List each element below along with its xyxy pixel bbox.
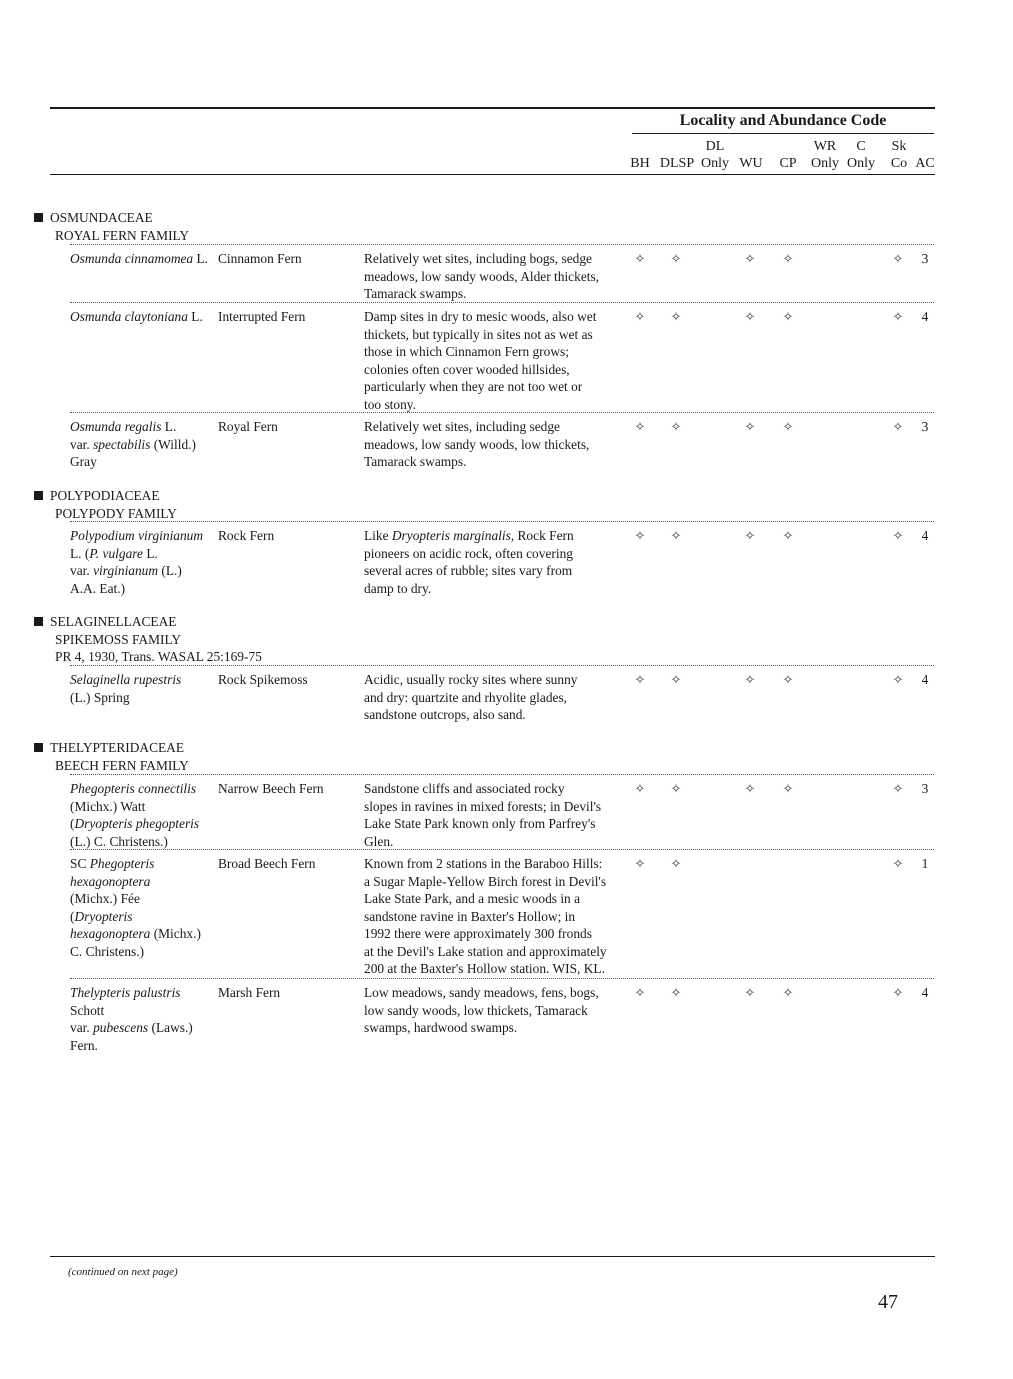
col-bh: BH xyxy=(630,156,650,171)
col-wr-top: WR xyxy=(813,139,837,154)
presence-diamond-icon: ✧ xyxy=(744,251,756,266)
family-name: THELYPTERIDACEAE xyxy=(34,739,184,757)
presence-diamond-icon: ✧ xyxy=(782,251,794,266)
common-name: Narrow Beech Fern xyxy=(218,781,324,796)
bullet-square-icon xyxy=(34,743,43,752)
title-underline xyxy=(632,133,934,134)
presence-diamond-icon: ✧ xyxy=(892,781,904,796)
presence-diamond-icon: ✧ xyxy=(670,419,682,434)
scientific-name: Polypodium virginianum L. (P. vulgare L. var. virginianum (L.) A.A. Eat.) xyxy=(70,528,204,596)
top-rule xyxy=(50,107,935,109)
family-common-name: SPIKEMOSS FAMILY xyxy=(55,631,182,647)
habitat-description: Known from 2 stations in the Baraboo Hills: a Sugar Maple-Yellow Birch forest in Devil's Lake State Park, and a mesic woods in a sandstone ravine in Baxter's Hollow; in 1992 there were approximately 300 fronds at the Devil's Lake station and approximately 200 at the Baxter's Hollow station. WIS, KL. xyxy=(364,856,607,976)
presence-diamond-icon: ✧ xyxy=(670,309,682,324)
presence-diamond-icon: ✧ xyxy=(670,781,682,796)
row-divider xyxy=(70,521,934,522)
abundance-code: 4 xyxy=(921,672,929,687)
col-c-top: C xyxy=(856,139,866,154)
common-name: Cinnamon Fern xyxy=(218,251,302,266)
locality-code-title: Locality and Abundance Code xyxy=(679,112,887,129)
presence-diamond-icon: ✧ xyxy=(744,309,756,324)
presence-diamond-icon: ✧ xyxy=(744,672,756,687)
common-name: Interrupted Fern xyxy=(218,309,306,324)
presence-diamond-icon: ✧ xyxy=(634,419,646,434)
footer-rule xyxy=(50,1256,935,1257)
presence-diamond-icon: ✧ xyxy=(892,856,904,871)
presence-diamond-icon: ✧ xyxy=(892,985,904,1000)
habitat-description: Like Dryopteris marginalis, Rock Fern pioneers on acidic rock, often covering several acres of rubble; sites vary from damp to dry. xyxy=(364,528,574,596)
presence-diamond-icon: ✧ xyxy=(634,781,646,796)
col-sk-top: Sk xyxy=(891,139,907,154)
bullet-square-icon xyxy=(34,213,43,222)
col-wu: WU xyxy=(739,156,763,171)
presence-diamond-icon: ✧ xyxy=(782,419,794,434)
header-bottom-rule xyxy=(50,174,935,175)
presence-diamond-icon: ✧ xyxy=(670,856,682,871)
col-c-bottom: Only xyxy=(847,156,875,171)
family-common-name: POLYPODY FAMILY xyxy=(55,505,177,521)
scientific-name: Selaginella rupestris (L.) Spring xyxy=(70,672,182,705)
common-name: Royal Fern xyxy=(218,419,278,434)
habitat-description: Acidic, usually rocky sites where sunny and dry: quartzite and rhyolite glades, sandstone outcrops, also sand. xyxy=(364,672,578,722)
presence-diamond-icon: ✧ xyxy=(782,985,794,1000)
presence-diamond-icon: ✧ xyxy=(892,672,904,687)
habitat-description: Sandstone cliffs and associated rocky slopes in ravines in mixed forests; in Devil's Lake State Park known only from Parfrey's Glen. xyxy=(364,781,602,849)
family-name: POLYPODIACEAE xyxy=(34,487,160,505)
presence-diamond-icon: ✧ xyxy=(634,856,646,871)
row-divider xyxy=(70,978,934,979)
presence-diamond-icon: ✧ xyxy=(782,528,794,543)
presence-diamond-icon: ✧ xyxy=(670,672,682,687)
bullet-square-icon xyxy=(34,617,43,626)
page-number: 47 xyxy=(878,1291,898,1313)
family-reference-note: PR 4, 1930, Trans. WASAL 25:169-75 xyxy=(55,649,262,664)
col-dl-bottom: Only xyxy=(701,156,729,171)
common-name: Rock Fern xyxy=(218,528,275,543)
col-sk-bottom: Co xyxy=(890,156,908,171)
scientific-name: Osmunda regalis L. var. spectabilis (Willd.) Gray xyxy=(70,419,196,469)
col-cp: CP xyxy=(779,156,797,171)
row-divider xyxy=(70,665,934,666)
presence-diamond-icon: ✧ xyxy=(634,528,646,543)
row-divider xyxy=(70,849,934,850)
habitat-description: Relatively wet sites, including bogs, sedge meadows, low sandy woods, Alder thickets, Tamarack swamps. xyxy=(364,251,600,301)
row-divider xyxy=(70,244,934,245)
habitat-description: Low meadows, sandy meadows, fens, bogs, low sandy woods, low thickets, Tamarack swamps, hardwood swamps. xyxy=(364,985,599,1035)
common-name: Rock Spikemoss xyxy=(218,672,308,687)
row-divider xyxy=(70,412,934,413)
continued-note: (continued on next page) xyxy=(68,1266,178,1278)
col-dl-top: DL xyxy=(705,139,725,154)
family-name: OSMUNDACEAE xyxy=(34,209,153,227)
col-wr-bottom: Only xyxy=(811,156,839,171)
presence-diamond-icon: ✧ xyxy=(782,672,794,687)
scientific-name: Thelypteris palustris Schott var. pubescens (Laws.) Fern. xyxy=(70,985,193,1053)
scientific-name: Osmunda cinnamomea L. xyxy=(70,251,209,266)
family-name: SELAGINELLACEAE xyxy=(34,613,176,631)
presence-diamond-icon: ✧ xyxy=(634,309,646,324)
abundance-code: 3 xyxy=(921,781,929,796)
presence-diamond-icon: ✧ xyxy=(782,781,794,796)
scientific-name: Osmunda claytoniana L. xyxy=(70,309,203,324)
presence-diamond-icon: ✧ xyxy=(670,528,682,543)
presence-diamond-icon: ✧ xyxy=(634,251,646,266)
presence-diamond-icon: ✧ xyxy=(744,781,756,796)
col-ac: AC xyxy=(915,156,935,171)
family-common-name: ROYAL FERN FAMILY xyxy=(55,227,190,243)
presence-diamond-icon: ✧ xyxy=(782,309,794,324)
presence-diamond-icon: ✧ xyxy=(892,528,904,543)
common-name: Marsh Fern xyxy=(218,985,281,1000)
family-common-name: BEECH FERN FAMILY xyxy=(55,757,189,773)
presence-diamond-icon: ✧ xyxy=(892,419,904,434)
abundance-code: 4 xyxy=(921,309,929,324)
bullet-square-icon xyxy=(34,491,43,500)
row-divider xyxy=(70,302,934,303)
presence-diamond-icon: ✧ xyxy=(634,985,646,1000)
presence-diamond-icon: ✧ xyxy=(670,985,682,1000)
row-divider xyxy=(70,774,934,775)
scientific-name: SC Phegopteris hexagonoptera (Michx.) Fée (Dryopteris hexagonoptera (Michx.) C. Christens.) xyxy=(70,856,201,959)
abundance-code: 4 xyxy=(921,985,929,1000)
presence-diamond-icon: ✧ xyxy=(670,251,682,266)
abundance-code: 1 xyxy=(921,856,929,871)
presence-diamond-icon: ✧ xyxy=(892,309,904,324)
presence-diamond-icon: ✧ xyxy=(744,419,756,434)
presence-diamond-icon: ✧ xyxy=(892,251,904,266)
abundance-code: 3 xyxy=(921,419,929,434)
abundance-code: 4 xyxy=(921,528,929,543)
presence-diamond-icon: ✧ xyxy=(744,985,756,1000)
habitat-description: Relatively wet sites, including sedge meadows, low sandy woods, low thickets, Tamarack swamps. xyxy=(364,419,590,469)
habitat-description: Damp sites in dry to mesic woods, also wet thickets, but typically in sites not as wet as those in which Cinnamon Fern grows; colonies often cover wooded hillsides, particularly when they are not too wet or too stony. xyxy=(364,309,597,412)
scientific-name: Phegopteris connectilis (Michx.) Watt (Dryopteris phegopteris (L.) C. Christens.) xyxy=(70,781,200,849)
presence-diamond-icon: ✧ xyxy=(744,528,756,543)
common-name: Broad Beech Fern xyxy=(218,856,316,871)
col-dlsp: DLSP xyxy=(659,156,695,171)
abundance-code: 3 xyxy=(921,251,929,266)
presence-diamond-icon: ✧ xyxy=(634,672,646,687)
